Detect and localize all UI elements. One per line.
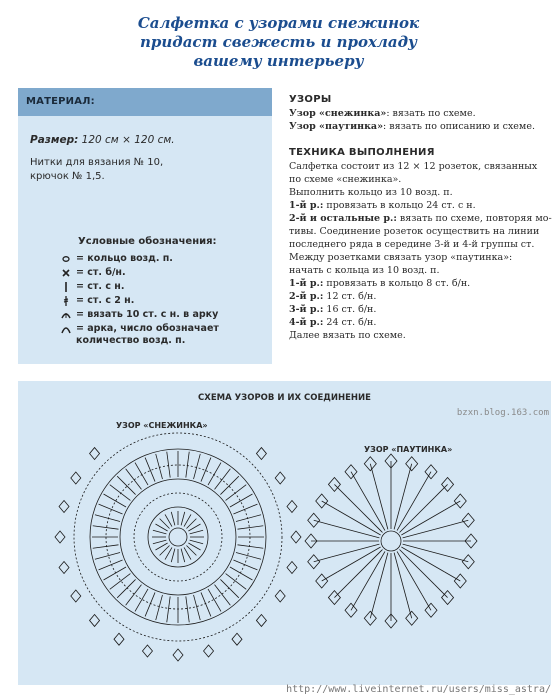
technique-line: Далее вязать по схеме. (289, 330, 406, 341)
watermark-top: bzxn.blog.163.com (456, 408, 549, 418)
snow-text: : вязать по схеме. (386, 108, 476, 119)
technique-line: 1-й р.: провязать в кольцо 24 ст. с н. (289, 200, 476, 211)
pattern-scheme (18, 381, 551, 685)
legend-title: Условные обозначения: (78, 236, 217, 247)
legend-item (60, 322, 270, 350)
legend-text: = вязать 10 ст. с н. в арку (76, 309, 219, 320)
size-label: Размер: (30, 134, 79, 146)
technique-body (289, 160, 551, 342)
web-text: : вязать по описанию и схеме. (383, 121, 535, 132)
web-label: Узор «паутинка» (289, 121, 384, 132)
snowflake-motif (55, 433, 301, 661)
legend-item (60, 308, 270, 322)
legend (60, 252, 270, 350)
page-title (60, 14, 497, 71)
web-motif (305, 454, 477, 628)
snow-pattern-line (289, 107, 551, 120)
yarn-info (30, 156, 260, 184)
title-line-2: придаст свежесть и прохладу (139, 33, 418, 51)
technique-line: 4-й р.: 24 ст. б/н. (289, 317, 377, 328)
legend-text: = ст. б/н. (76, 267, 126, 278)
title-line-1: Салфетка с узорами снежинок (137, 14, 420, 32)
technique-line: Салфетка состоит из 12 × 12 розеток, связанных (289, 161, 538, 172)
legend-text: = арка, число обозначает (76, 323, 219, 334)
legend-text: = ст. с 2 н. (76, 295, 135, 306)
technique-line: начать с кольца из 10 возд. п. (289, 265, 440, 276)
arch-icon (60, 322, 74, 336)
size-line (30, 134, 175, 146)
technique-heading: ТЕХНИКА ВЫПОЛНЕНИЯ (289, 147, 435, 158)
technique-line: 3-й р.: 16 ст. б/н. (289, 304, 377, 315)
technique-line: по схеме «снежинка». (289, 174, 402, 185)
watermark-bottom: http://www.liveinternet.ru/users/miss_astra/ (286, 684, 551, 695)
snowflake-label: УЗОР «СНЕЖИНКА» (116, 421, 208, 430)
legend-text: = кольцо возд. п. (76, 253, 173, 264)
single-crochet-icon (60, 266, 74, 280)
snow-label: Узор «снежинка» (289, 108, 387, 119)
scheme-title: СХЕМА УЗОРОВ И ИХ СОЕДИНЕНИЕ (198, 393, 371, 403)
technique-line: 1-й р.: провязать в кольцо 8 ст. б/н. (289, 278, 471, 289)
technique-line: последнего ряда в середине 3-й и 4-й группы ст. (289, 239, 535, 250)
legend-item (60, 266, 270, 280)
legend-item (60, 294, 270, 308)
materials-panel (18, 88, 272, 364)
technique-line: Между розетками связать узор «паутинка»: (289, 252, 513, 263)
web-pattern-line (289, 120, 551, 133)
legend-item (60, 280, 270, 294)
legend-item (60, 252, 270, 266)
instructions (289, 93, 551, 342)
web-label-diagram: УЗОР «ПАУТИНКА» (364, 445, 453, 454)
yarn-line-1: Нитки для вязания № 10, (30, 157, 164, 168)
technique-line: 2-й и остальные р.: вязать по схеме, повторяя мо- (289, 213, 552, 224)
materials-header (18, 88, 272, 116)
treble-crochet-icon (60, 294, 74, 308)
technique-line: тивы. Соединение розеток осуществить на линии (289, 226, 540, 237)
fan-icon (60, 308, 74, 322)
technique-line: 2-й р.: 12 ст. б/н. (289, 291, 377, 302)
legend-text-cont: количество возд. п. (76, 335, 186, 346)
materials-header-label: МАТЕРИАЛ: (26, 96, 95, 107)
title-line-3: вашему интерьеру (193, 52, 364, 70)
technique-line: Выполнить кольцо из 10 возд. п. (289, 187, 453, 198)
chain-stitch-icon (60, 252, 74, 266)
double-crochet-icon (60, 280, 74, 294)
legend-text: = ст. с н. (76, 281, 125, 292)
crochet-diagram (18, 381, 551, 685)
size-value: 120 см × 120 см. (81, 134, 175, 146)
yarn-line-2: крючок № 1,5. (30, 171, 105, 182)
patterns-heading: УЗОРЫ (289, 94, 332, 105)
